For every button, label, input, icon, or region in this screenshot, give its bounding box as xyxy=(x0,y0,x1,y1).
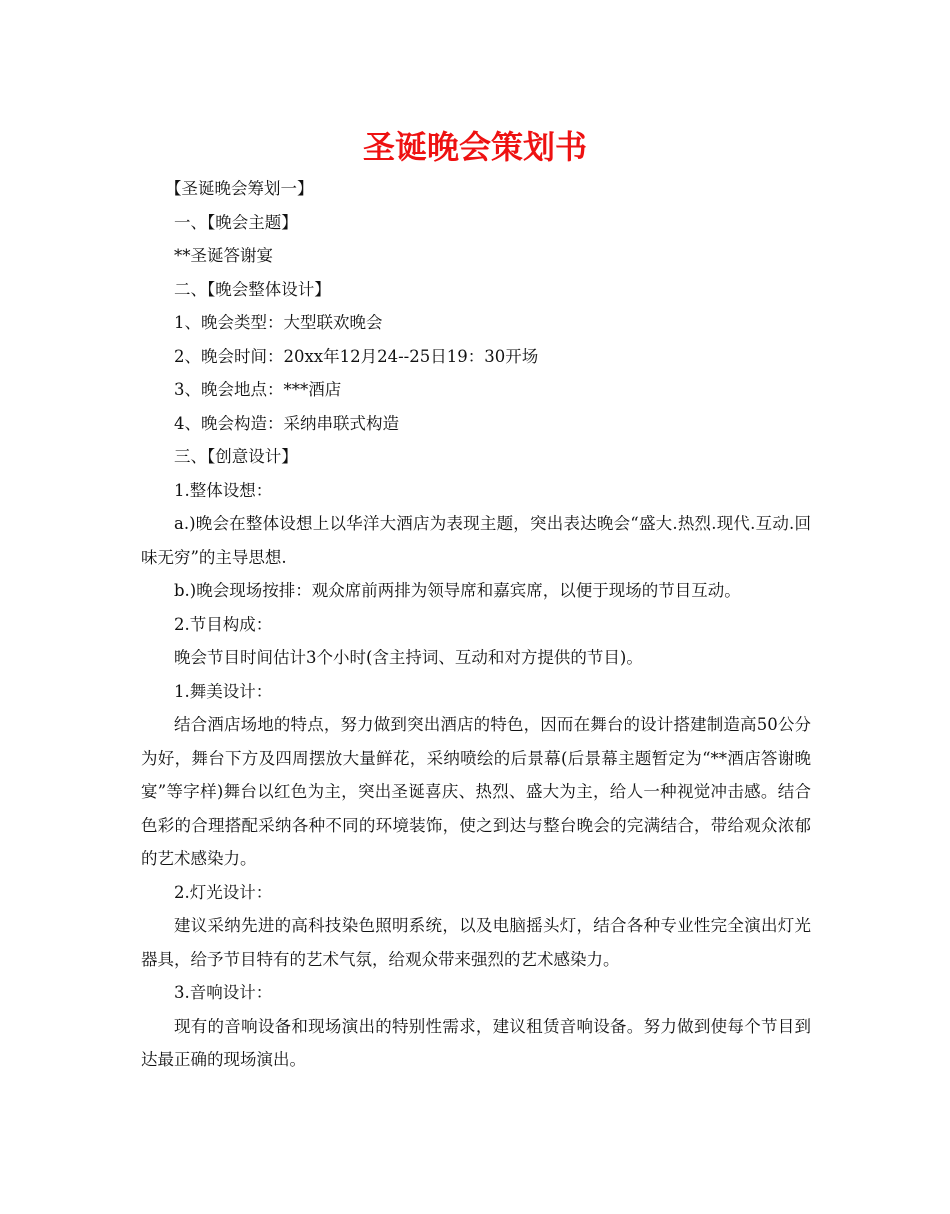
document-title: 圣诞晚会策划书 xyxy=(362,128,587,166)
program-duration-text: 晚会节目时间估计3个小时(含主持词、互动和对方提供的节目)。 xyxy=(174,648,643,667)
stage-design-heading: 1.舞美设计： xyxy=(174,681,273,701)
sound-design-paragraph: 现有的音响设备和现场演出的特别性需求，建议租赁音响设备。努力做到使每个节目到达最正确的现场演出。 xyxy=(141,1016,811,1069)
concept-paragraph-b: b.)晚会现场按排：观众席前两排为领导席和嘉宾席，以便于现场的节目互动。 xyxy=(174,581,741,600)
lighting-design-heading: 2.灯光设计： xyxy=(174,882,273,902)
program-composition-heading: 2.节目构成： xyxy=(174,614,273,634)
overall-concept-heading: 1.整体设想： xyxy=(174,480,273,500)
stage-design-paragraph: 结合酒店场地的特点，努力做到突出酒店的特色，因而在舞台的设计搭建制造高50公分为好，舞台下方及四周摆放大量鲜花，采纳喷绘的后景幕(后景幕主题暂定为“**酒店答谢晚宴”等字样)舞台以红色为主，突出圣诞喜庆、热烈、盛大为主，给人一种视觉冲击感。结合色彩的合理搭配采纳各种不同的环境装饰，使之到达与整台晚会的完满结合，带给观众浓郁的艺术感染力。 xyxy=(141,715,811,868)
party-location: 3、晚会地点：***酒店 xyxy=(174,380,342,399)
party-time: 2、晚会时间：20xx年12月24--25日19：30开场 xyxy=(174,346,539,366)
document-body xyxy=(141,172,811,1077)
sound-design-heading: 3.音响设计： xyxy=(174,983,273,1002)
theme-text: **圣诞答谢宴 xyxy=(174,246,273,265)
lighting-design-paragraph: 建议采纳先进的高科技染色照明系统，以及电脑摇头灯，结合各种专业性完全演出灯光器具，给予节目特有的艺术气氛，给观众带来强烈的艺术感染力。 xyxy=(141,916,811,969)
concept-paragraph-a: a.)晚会在整体设想上以华洋大酒店为表现主题，突出表达晚会“盛大.热烈.现代.互动.回味无穷”的主导思想. xyxy=(141,514,811,567)
party-type: 1、晚会类型：大型联欢晚会 xyxy=(174,313,383,332)
section-heading-theme: 一、【晚会主题】 xyxy=(174,212,298,232)
section-heading-overall-design: 二、【晚会整体设计】 xyxy=(174,279,331,299)
section-heading-plan-one: 【圣诞晚会筹划一】 xyxy=(165,179,314,198)
section-heading-creative-design: 三、【创意设计】 xyxy=(174,447,298,466)
party-structure: 4、晚会构造：采纳串联式构造 xyxy=(174,413,399,433)
